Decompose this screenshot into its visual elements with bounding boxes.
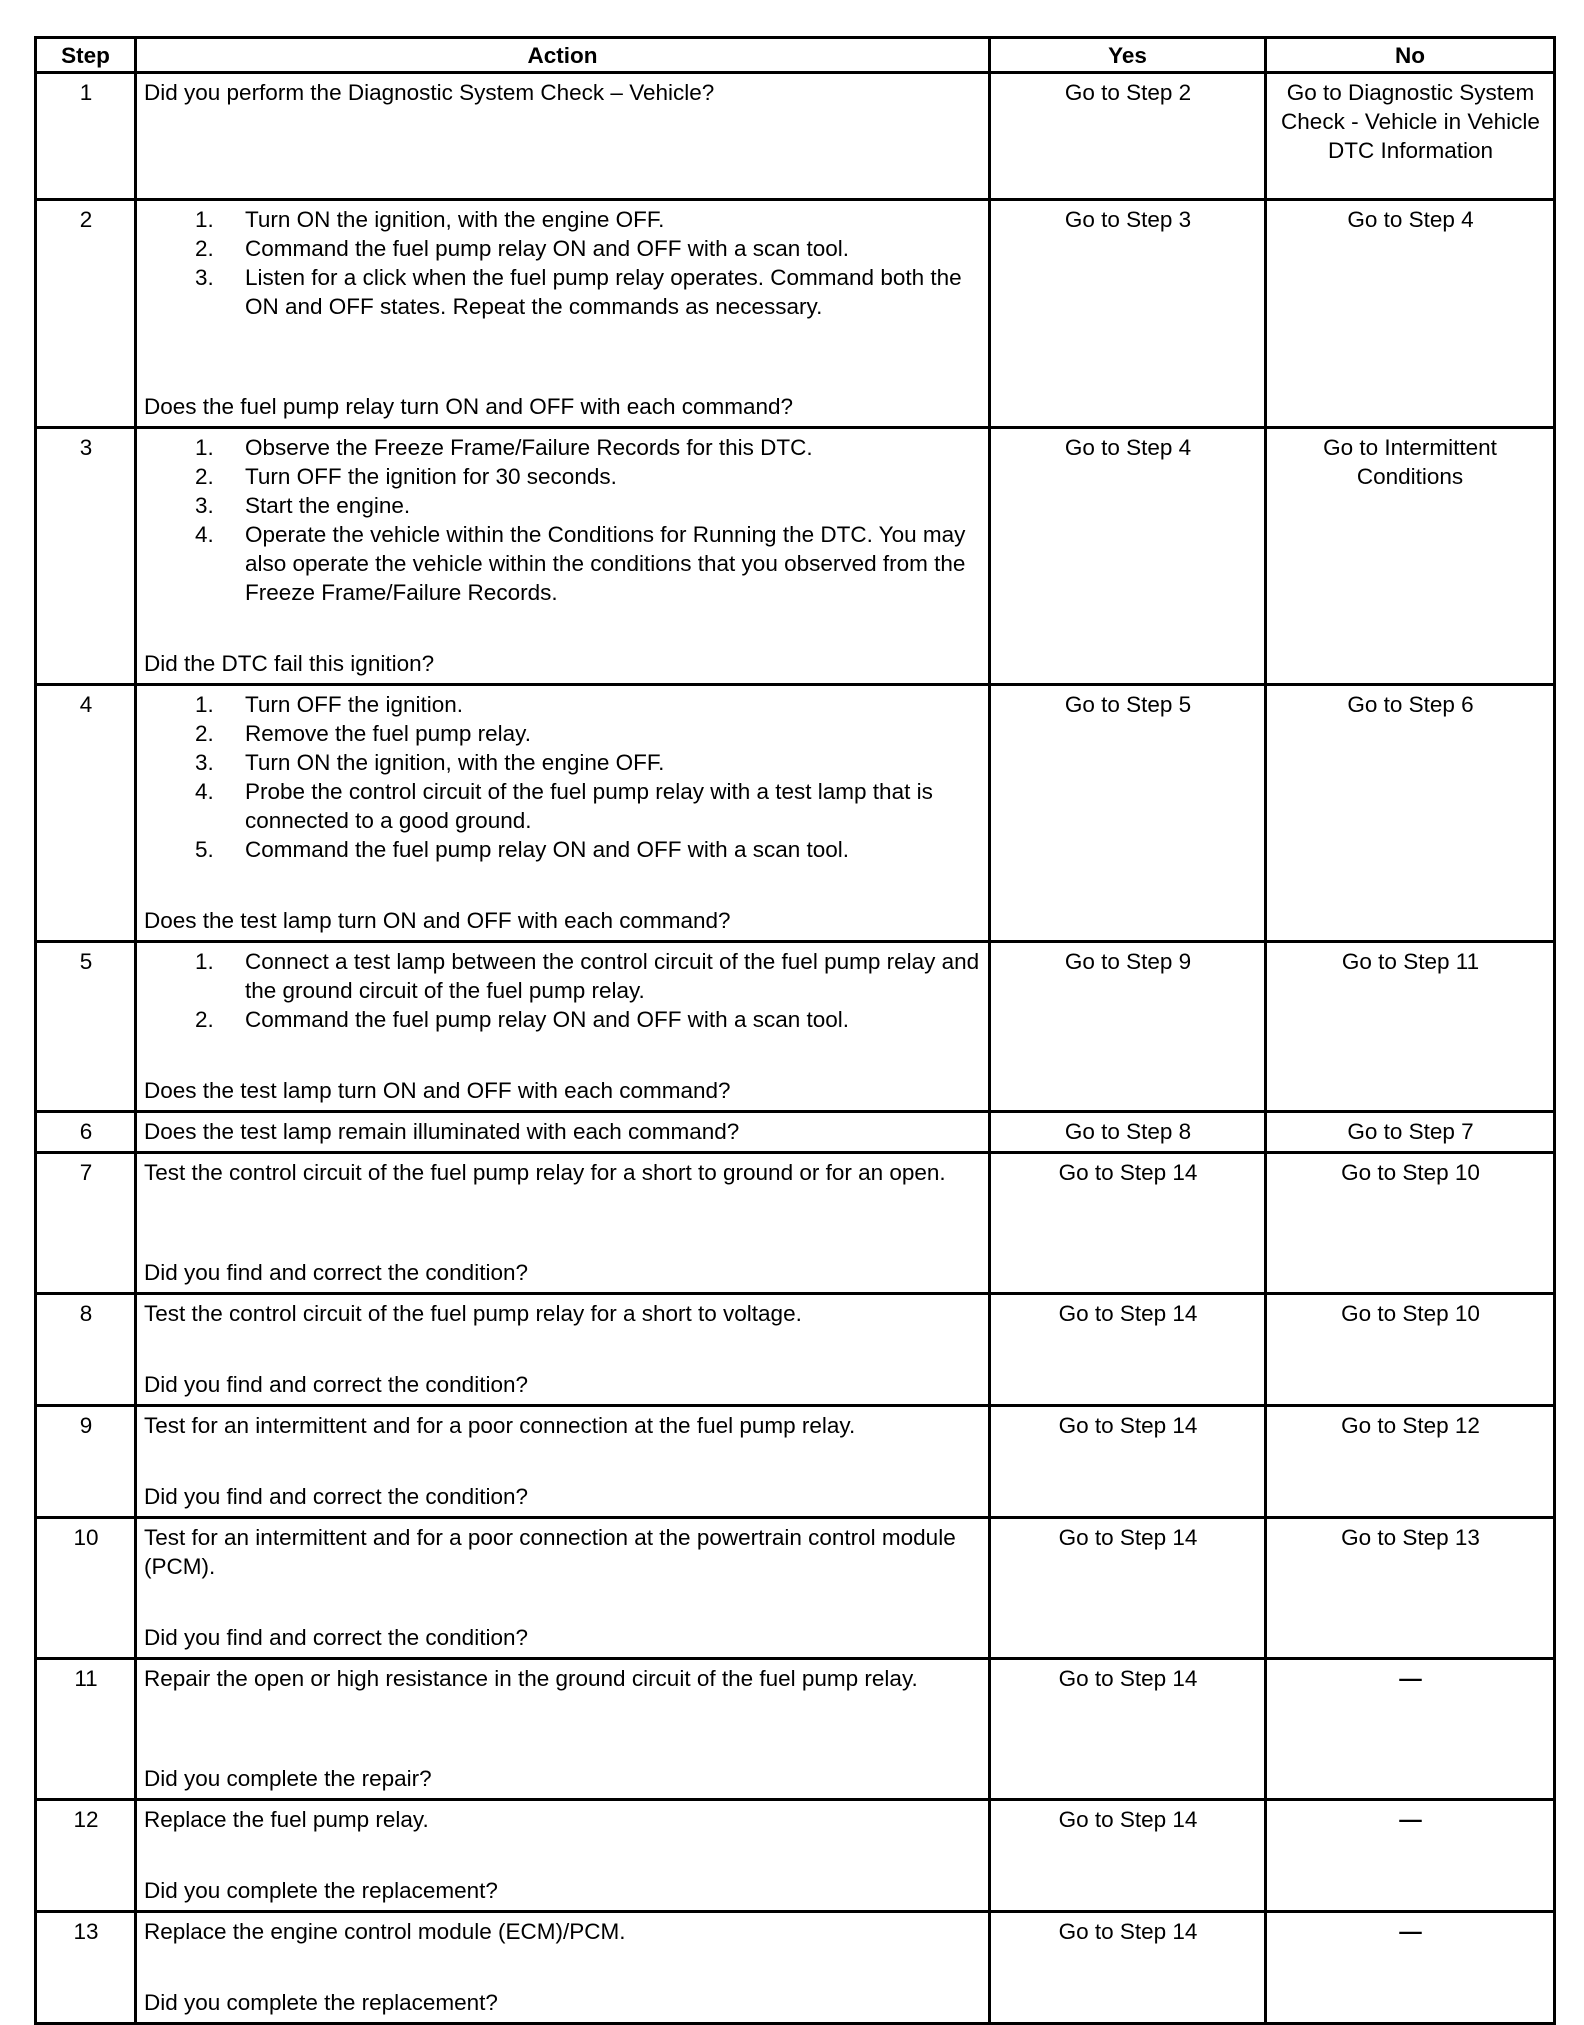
table-row — [36, 428, 1555, 685]
list-text: Remove the fuel pump relay. — [245, 721, 531, 746]
action-cell — [136, 200, 990, 428]
yes-cell: Go to Step 4 — [990, 428, 1266, 685]
action-paragraph: Repair the open or high resistance in the ground circuit of the fuel pump relay. — [144, 1666, 918, 1691]
no-cell: Go to Diagnostic System Check - Vehicle in Vehicle DTC Information — [1266, 73, 1555, 200]
yes-cell: Go to Step 14 — [990, 1294, 1266, 1406]
action-cell — [136, 1112, 990, 1153]
action-cell — [136, 1659, 990, 1800]
action-steps — [144, 433, 982, 607]
action-paragraph: Test for an intermittent and for a poor connection at the powertrain control module (PCM). — [144, 1525, 956, 1579]
yes-cell: Go to Step 5 — [990, 685, 1266, 942]
list-item — [144, 777, 982, 835]
action-question: Does the fuel pump relay turn ON and OFF with each command? — [144, 394, 794, 419]
action-content — [144, 433, 982, 678]
action-content — [144, 1299, 982, 1399]
action-content — [144, 1523, 982, 1652]
list-text: Turn ON the ignition, with the engine OFF. — [245, 750, 665, 775]
header-step: Step — [36, 38, 136, 73]
list-number: 3. — [195, 493, 214, 518]
step-number: 13 — [36, 1912, 136, 2024]
list-item — [144, 1005, 982, 1034]
table-row — [36, 942, 1555, 1112]
list-number: 2. — [195, 236, 214, 261]
list-number: 1. — [195, 435, 214, 460]
yes-cell: Go to Step 2 — [990, 73, 1266, 200]
list-number: 1. — [195, 949, 214, 974]
table-header-row — [36, 38, 1555, 73]
list-text: Listen for a click when the fuel pump relay operates. Command both the ON and OFF states. Repeat the commands as necessary. — [245, 265, 962, 319]
no-cell: — — [1266, 1912, 1555, 2024]
list-number: 4. — [195, 779, 214, 804]
no-cell: Go to Intermittent Conditions — [1266, 428, 1555, 685]
yes-cell: Go to Step 8 — [990, 1112, 1266, 1153]
action-question: Did you find and correct the condition? — [144, 1260, 528, 1285]
action-question: Did you find and correct the condition? — [144, 1484, 528, 1509]
table-row — [36, 1800, 1555, 1912]
table-row — [36, 1153, 1555, 1294]
action-cell — [136, 1406, 990, 1518]
list-item — [144, 234, 982, 263]
list-item — [144, 690, 982, 719]
list-number: 3. — [195, 265, 214, 290]
table-row — [36, 685, 1555, 942]
action-question: Did you complete the repair? — [144, 1766, 432, 1791]
list-number: 4. — [195, 522, 214, 547]
action-question: Did the DTC fail this ignition? — [144, 651, 435, 676]
no-cell: Go to Step 4 — [1266, 200, 1555, 428]
action-content — [144, 1158, 982, 1287]
table-row — [36, 1294, 1555, 1406]
list-item — [144, 947, 982, 1005]
list-text: Operate the vehicle within the Conditions for Running the DTC. You may also operate the vehicle within the conditions that you observed from the Freeze Frame/Failure Records. — [245, 522, 966, 605]
list-item — [144, 719, 982, 748]
action-content — [144, 1805, 982, 1905]
step-number: 7 — [36, 1153, 136, 1294]
list-text: Turn ON the ignition, with the engine OFF. — [245, 207, 665, 232]
yes-cell: Go to Step 14 — [990, 1659, 1266, 1800]
action-steps — [144, 947, 982, 1034]
action-content — [144, 1664, 982, 1793]
list-text: Turn OFF the ignition for 30 seconds. — [245, 464, 617, 489]
no-cell: Go to Step 7 — [1266, 1112, 1555, 1153]
table-row — [36, 1406, 1555, 1518]
list-number: 2. — [195, 464, 214, 489]
action-question: Did you find and correct the condition? — [144, 1372, 528, 1397]
step-number: 3 — [36, 428, 136, 685]
list-number: 5. — [195, 837, 214, 862]
list-number: 1. — [195, 692, 214, 717]
no-cell: Go to Step 10 — [1266, 1294, 1555, 1406]
step-number: 9 — [36, 1406, 136, 1518]
list-text: Probe the control circuit of the fuel pump relay with a test lamp that is connected to a good ground. — [245, 779, 933, 833]
list-item — [144, 520, 982, 607]
action-paragraph: Replace the fuel pump relay. — [144, 1807, 429, 1832]
action-paragraph: Replace the engine control module (ECM)/PCM. — [144, 1919, 626, 1944]
list-text: Command the fuel pump relay ON and OFF with a scan tool. — [245, 236, 850, 261]
action-content — [144, 690, 982, 935]
action-paragraph: Test the control circuit of the fuel pump relay for a short to voltage. — [144, 1301, 802, 1326]
action-cell — [136, 1153, 990, 1294]
no-cell: — — [1266, 1659, 1555, 1800]
action-cell — [136, 73, 990, 200]
list-number: 2. — [195, 721, 214, 746]
table-row — [36, 1912, 1555, 2024]
list-text: Connect a test lamp between the control circuit of the fuel pump relay and the ground circuit of the fuel pump relay. — [245, 949, 980, 1003]
list-item — [144, 491, 982, 520]
list-number: 1. — [195, 207, 214, 232]
action-paragraph: Test for an intermittent and for a poor connection at the fuel pump relay. — [144, 1413, 856, 1438]
action-cell — [136, 942, 990, 1112]
list-text: Start the engine. — [245, 493, 411, 518]
action-steps — [144, 205, 982, 321]
action-paragraph: Test the control circuit of the fuel pump relay for a short to ground or for an open. — [144, 1160, 946, 1185]
list-text: Command the fuel pump relay ON and OFF with a scan tool. — [245, 837, 850, 862]
table-row — [36, 73, 1555, 200]
action-question: Did you find and correct the condition? — [144, 1625, 528, 1650]
header-action: Action — [136, 38, 990, 73]
table-row — [36, 1518, 1555, 1659]
action-cell — [136, 1800, 990, 1912]
list-item — [144, 835, 982, 864]
action-question: Did you perform the Diagnostic System Check – Vehicle? — [144, 80, 715, 105]
yes-cell: Go to Step 3 — [990, 200, 1266, 428]
action-content — [144, 1411, 982, 1511]
step-number: 1 — [36, 73, 136, 200]
step-number: 10 — [36, 1518, 136, 1659]
diagnostic-table — [34, 36, 1556, 2025]
action-content — [144, 947, 982, 1105]
no-cell: Go to Step 10 — [1266, 1153, 1555, 1294]
no-cell: Go to Step 12 — [1266, 1406, 1555, 1518]
list-item — [144, 263, 982, 321]
step-number: 5 — [36, 942, 136, 1112]
yes-cell: Go to Step 14 — [990, 1912, 1266, 2024]
yes-cell: Go to Step 14 — [990, 1800, 1266, 1912]
yes-cell: Go to Step 14 — [990, 1518, 1266, 1659]
list-item — [144, 433, 982, 462]
action-content — [144, 1917, 982, 2017]
step-number: 11 — [36, 1659, 136, 1800]
list-text: Command the fuel pump relay ON and OFF with a scan tool. — [245, 1007, 850, 1032]
list-item — [144, 462, 982, 491]
list-number: 2. — [195, 1007, 214, 1032]
action-cell — [136, 1518, 990, 1659]
yes-cell: Go to Step 9 — [990, 942, 1266, 1112]
action-question: Did you complete the replacement? — [144, 1878, 498, 1903]
action-cell — [136, 685, 990, 942]
action-question: Does the test lamp remain illuminated with each command? — [144, 1119, 740, 1144]
no-cell: — — [1266, 1800, 1555, 1912]
action-question: Does the test lamp turn ON and OFF with each command? — [144, 1078, 731, 1103]
step-number: 2 — [36, 200, 136, 428]
table-row — [36, 200, 1555, 428]
action-steps — [144, 690, 982, 864]
action-cell — [136, 1912, 990, 2024]
list-item — [144, 205, 982, 234]
no-cell: Go to Step 11 — [1266, 942, 1555, 1112]
action-cell — [136, 1294, 990, 1406]
no-cell: Go to Step 13 — [1266, 1518, 1555, 1659]
step-number: 12 — [36, 1800, 136, 1912]
list-number: 3. — [195, 750, 214, 775]
header-no: No — [1266, 38, 1555, 73]
yes-cell: Go to Step 14 — [990, 1153, 1266, 1294]
header-yes: Yes — [990, 38, 1266, 73]
list-item — [144, 748, 982, 777]
action-cell — [136, 428, 990, 685]
step-number: 6 — [36, 1112, 136, 1153]
table-row — [36, 1659, 1555, 1800]
action-content — [144, 205, 982, 421]
no-cell: Go to Step 6 — [1266, 685, 1555, 942]
step-number: 4 — [36, 685, 136, 942]
yes-cell: Go to Step 14 — [990, 1406, 1266, 1518]
action-question: Did you complete the replacement? — [144, 1990, 498, 2015]
list-text: Observe the Freeze Frame/Failure Records for this DTC. — [245, 435, 813, 460]
table-row — [36, 1112, 1555, 1153]
action-question: Does the test lamp turn ON and OFF with each command? — [144, 908, 731, 933]
step-number: 8 — [36, 1294, 136, 1406]
list-text: Turn OFF the ignition. — [245, 692, 464, 717]
